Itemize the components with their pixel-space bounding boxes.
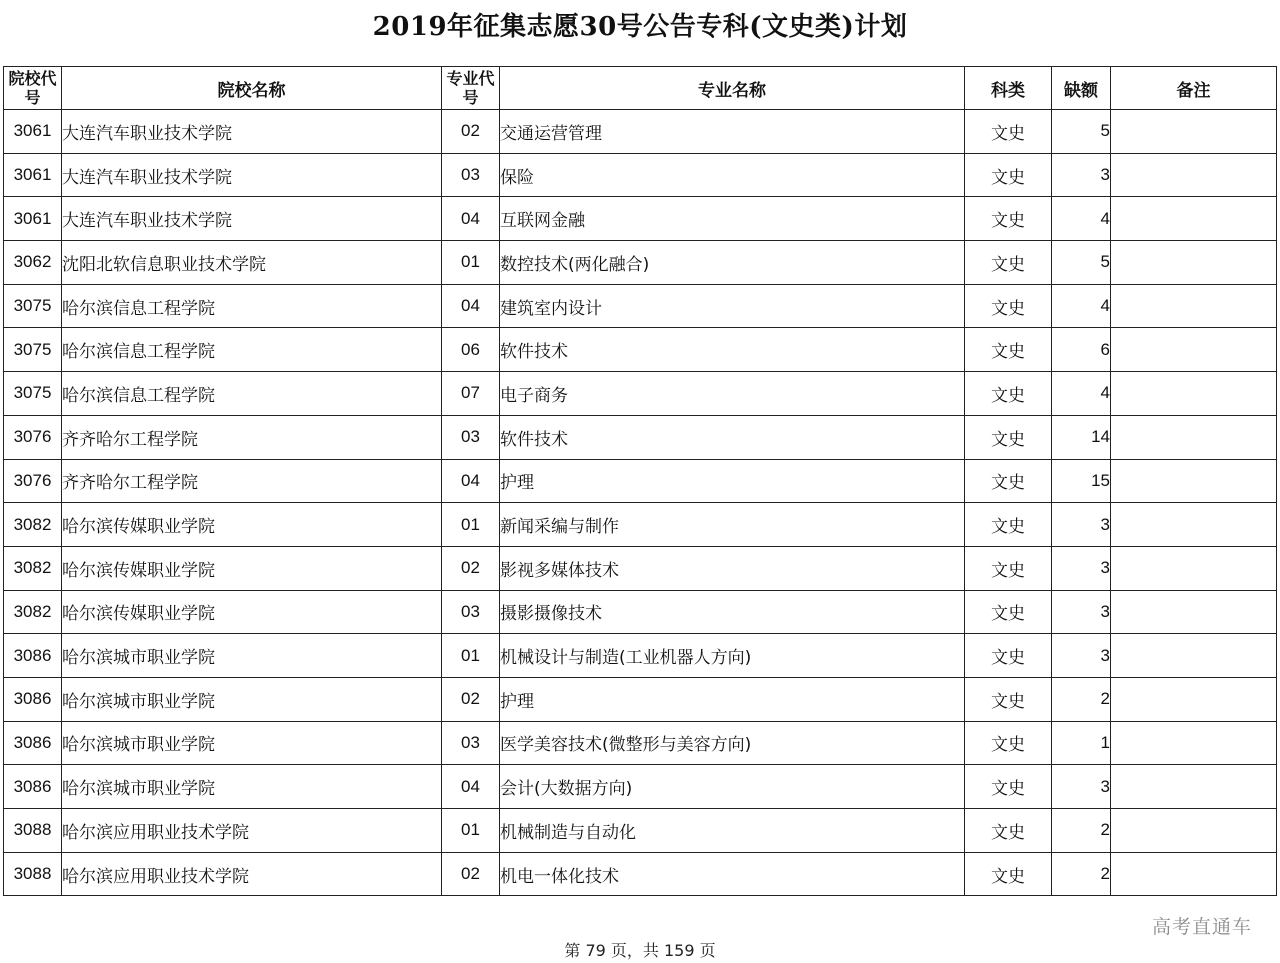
cell-major-code: 04 — [442, 459, 500, 503]
cell-major-code: 04 — [442, 765, 500, 809]
cell-major-code: 01 — [442, 241, 500, 285]
cell-category: 文史 — [965, 765, 1052, 809]
cell-school-code: 3075 — [4, 328, 62, 372]
cell-note — [1111, 197, 1277, 241]
cell-note — [1111, 153, 1277, 197]
cell-quota: 2 — [1052, 852, 1111, 896]
page-footer: 第 79 页，共 159 页 — [564, 941, 716, 960]
cell-major-code: 01 — [442, 809, 500, 853]
cell-note — [1111, 372, 1277, 416]
cell-note — [1111, 284, 1277, 328]
cell-category: 文史 — [965, 110, 1052, 154]
cell-school-name: 哈尔滨城市职业学院 — [62, 765, 442, 809]
table-row — [4, 197, 1277, 241]
cell-category: 文史 — [965, 241, 1052, 285]
cell-school-name: 齐齐哈尔工程学院 — [62, 459, 442, 503]
table-row — [4, 459, 1277, 503]
cell-major-name: 电子商务 — [500, 372, 965, 416]
table-row — [4, 765, 1277, 809]
table-body — [4, 110, 1277, 896]
table-row — [4, 241, 1277, 285]
cell-major-code: 03 — [442, 721, 500, 765]
cell-quota: 5 — [1052, 241, 1111, 285]
cell-major-name: 新闻采编与制作 — [500, 503, 965, 547]
cell-major-code: 02 — [442, 852, 500, 896]
cell-major-name: 交通运营管理 — [500, 110, 965, 154]
cell-school-code: 3086 — [4, 721, 62, 765]
header-quota: 缺额 — [1052, 67, 1111, 110]
cell-school-code: 3061 — [4, 197, 62, 241]
cell-school-code: 3086 — [4, 634, 62, 678]
table-row — [4, 590, 1277, 634]
cell-school-code: 3088 — [4, 852, 62, 896]
cell-major-name: 影视多媒体技术 — [500, 546, 965, 590]
table-row — [4, 634, 1277, 678]
table-row — [4, 852, 1277, 896]
cell-major-code: 07 — [442, 372, 500, 416]
cell-quota: 3 — [1052, 546, 1111, 590]
cell-quota: 2 — [1052, 677, 1111, 721]
cell-school-code: 3061 — [4, 110, 62, 154]
cell-major-name: 机械设计与制造(工业机器人方向) — [500, 634, 965, 678]
cell-note — [1111, 415, 1277, 459]
cell-school-name: 齐齐哈尔工程学院 — [62, 415, 442, 459]
cell-major-name: 护理 — [500, 677, 965, 721]
cell-quota: 4 — [1052, 372, 1111, 416]
cell-major-name: 互联网金融 — [500, 197, 965, 241]
cell-school-code: 3075 — [4, 372, 62, 416]
cell-quota: 14 — [1052, 415, 1111, 459]
cell-major-name: 会计(大数据方向) — [500, 765, 965, 809]
cell-note — [1111, 809, 1277, 853]
header-school-code: 院校代号 — [4, 67, 62, 110]
table-row — [4, 546, 1277, 590]
cell-quota: 15 — [1052, 459, 1111, 503]
cell-category: 文史 — [965, 372, 1052, 416]
cell-school-name: 大连汽车职业技术学院 — [62, 197, 442, 241]
cell-quota: 1 — [1052, 721, 1111, 765]
cell-school-name: 大连汽车职业技术学院 — [62, 110, 442, 154]
cell-note — [1111, 459, 1277, 503]
cell-quota: 6 — [1052, 328, 1111, 372]
cell-quota: 5 — [1052, 110, 1111, 154]
cell-category: 文史 — [965, 415, 1052, 459]
header-school-name: 院校名称 — [62, 67, 442, 110]
cell-school-name: 哈尔滨应用职业技术学院 — [62, 809, 442, 853]
cell-school-name: 哈尔滨传媒职业学院 — [62, 546, 442, 590]
cell-school-name: 沈阳北软信息职业技术学院 — [62, 241, 442, 285]
cell-major-code: 03 — [442, 153, 500, 197]
page-title: 2019年征集志愿30号公告专科(文史类)计划 — [372, 12, 908, 42]
cell-category: 文史 — [965, 153, 1052, 197]
cell-note — [1111, 241, 1277, 285]
cell-major-name: 保险 — [500, 153, 965, 197]
cell-quota: 4 — [1052, 197, 1111, 241]
table-row — [4, 721, 1277, 765]
header-major-name: 专业名称 — [500, 67, 965, 110]
admission-plan-table — [3, 66, 1277, 896]
cell-major-code: 01 — [442, 503, 500, 547]
cell-note — [1111, 110, 1277, 154]
cell-major-code: 02 — [442, 546, 500, 590]
cell-major-code: 02 — [442, 110, 500, 154]
cell-school-name: 哈尔滨城市职业学院 — [62, 677, 442, 721]
cell-major-name: 机械制造与自动化 — [500, 809, 965, 853]
cell-category: 文史 — [965, 634, 1052, 678]
cell-school-code: 3082 — [4, 503, 62, 547]
cell-quota: 3 — [1052, 153, 1111, 197]
cell-school-name: 哈尔滨应用职业技术学院 — [62, 852, 442, 896]
cell-major-name: 摄影摄像技术 — [500, 590, 965, 634]
cell-note — [1111, 503, 1277, 547]
cell-note — [1111, 546, 1277, 590]
cell-note — [1111, 590, 1277, 634]
table-row — [4, 415, 1277, 459]
cell-note — [1111, 328, 1277, 372]
table-row — [4, 503, 1277, 547]
cell-school-code: 3061 — [4, 153, 62, 197]
cell-quota: 4 — [1052, 284, 1111, 328]
cell-school-name: 哈尔滨城市职业学院 — [62, 721, 442, 765]
cell-school-name: 哈尔滨传媒职业学院 — [62, 503, 442, 547]
cell-major-name: 机电一体化技术 — [500, 852, 965, 896]
cell-school-name: 哈尔滨信息工程学院 — [62, 372, 442, 416]
cell-category: 文史 — [965, 459, 1052, 503]
table-row — [4, 677, 1277, 721]
cell-category: 文史 — [965, 721, 1052, 765]
header-category: 科类 — [965, 67, 1052, 110]
cell-category: 文史 — [965, 284, 1052, 328]
cell-major-code: 03 — [442, 590, 500, 634]
table-row — [4, 809, 1277, 853]
table-row — [4, 372, 1277, 416]
cell-school-code: 3086 — [4, 765, 62, 809]
cell-note — [1111, 677, 1277, 721]
cell-school-code: 3082 — [4, 590, 62, 634]
cell-major-name: 软件技术 — [500, 415, 965, 459]
table-row — [4, 328, 1277, 372]
table-row — [4, 110, 1277, 154]
cell-category: 文史 — [965, 809, 1052, 853]
table-row — [4, 284, 1277, 328]
cell-major-name: 建筑室内设计 — [500, 284, 965, 328]
header-note: 备注 — [1111, 67, 1277, 110]
cell-major-name: 护理 — [500, 459, 965, 503]
table-header-row — [4, 67, 1277, 110]
cell-school-code: 3076 — [4, 459, 62, 503]
cell-quota: 3 — [1052, 503, 1111, 547]
cell-school-name: 哈尔滨信息工程学院 — [62, 284, 442, 328]
cell-school-code: 3062 — [4, 241, 62, 285]
cell-school-code: 3076 — [4, 415, 62, 459]
cell-major-code: 03 — [442, 415, 500, 459]
cell-major-code: 06 — [442, 328, 500, 372]
cell-school-code: 3082 — [4, 546, 62, 590]
cell-major-name: 软件技术 — [500, 328, 965, 372]
cell-quota: 3 — [1052, 634, 1111, 678]
cell-major-code: 02 — [442, 677, 500, 721]
cell-school-name: 哈尔滨信息工程学院 — [62, 328, 442, 372]
watermark: 高考直通车 — [1151, 916, 1252, 938]
cell-school-name: 大连汽车职业技术学院 — [62, 153, 442, 197]
cell-note — [1111, 721, 1277, 765]
cell-category: 文史 — [965, 197, 1052, 241]
cell-major-code: 04 — [442, 284, 500, 328]
cell-major-code: 01 — [442, 634, 500, 678]
cell-quota: 3 — [1052, 590, 1111, 634]
cell-category: 文史 — [965, 546, 1052, 590]
cell-category: 文史 — [965, 503, 1052, 547]
cell-major-name: 医学美容技术(微整形与美容方向) — [500, 721, 965, 765]
cell-school-name: 哈尔滨传媒职业学院 — [62, 590, 442, 634]
cell-major-code: 04 — [442, 197, 500, 241]
cell-quota: 2 — [1052, 809, 1111, 853]
cell-quota: 3 — [1052, 765, 1111, 809]
cell-major-name: 数控技术(两化融合) — [500, 241, 965, 285]
cell-category: 文史 — [965, 852, 1052, 896]
header-major-code: 专业代号 — [442, 67, 500, 110]
cell-category: 文史 — [965, 590, 1052, 634]
cell-note — [1111, 634, 1277, 678]
cell-note — [1111, 765, 1277, 809]
cell-note — [1111, 852, 1277, 896]
cell-school-code: 3075 — [4, 284, 62, 328]
cell-school-name: 哈尔滨城市职业学院 — [62, 634, 442, 678]
cell-school-code: 3086 — [4, 677, 62, 721]
table-row — [4, 153, 1277, 197]
cell-category: 文史 — [965, 328, 1052, 372]
cell-school-code: 3088 — [4, 809, 62, 853]
cell-category: 文史 — [965, 677, 1052, 721]
